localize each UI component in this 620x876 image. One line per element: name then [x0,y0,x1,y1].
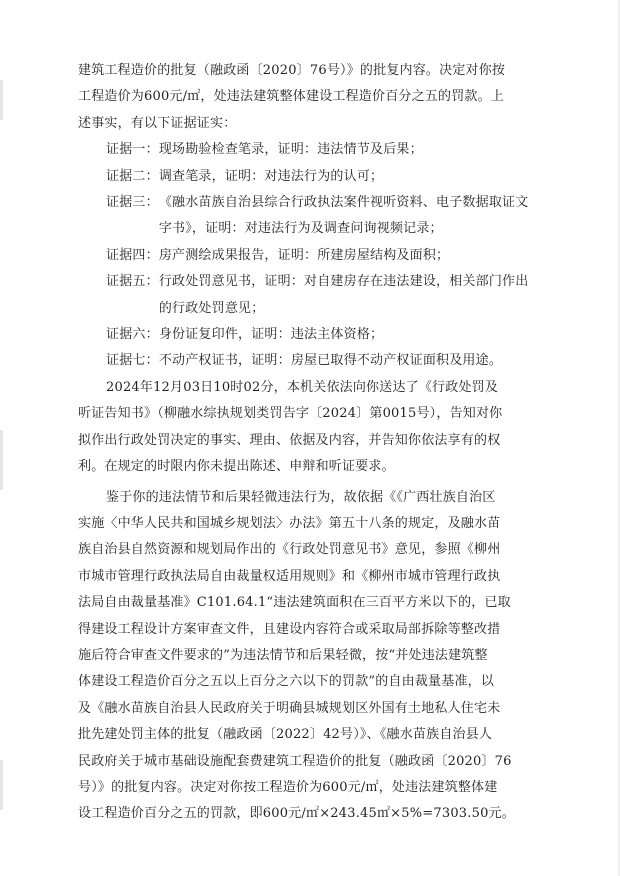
intro-paragraph [78,58,548,137]
text-line: 市城市管理行政执法局自由裁量权适用规则》和《柳州市城市管理行政执 [78,568,501,584]
decision-paragraph [78,485,548,828]
evidence-text: 调查笔录，证明：对违法行为的认可； [158,168,384,184]
document-body [78,58,548,828]
text-line: 述事实，有以下证据证实： [78,115,237,131]
evidence-item-7 [78,348,548,374]
evidence-text: 现场勘验检查笔录，证明：违法情节及后果； [158,142,423,158]
evidence-label: 证据三： [106,195,159,211]
text-line: 施后符合审查文件要求的”为违法情节和后果轻微，按“并处违法建筑整 [78,647,488,663]
text-line: 民政府关于城市基础设施配套费建筑工程造价的批复（融政函〔2020〕76 [78,753,512,769]
scan-edge-mark [0,80,3,120]
text-line: 听证告知书》（柳融水综执规划类罚告字〔2024〕第0015号），告知对你 [78,406,503,422]
text-line: 法局自由裁量基准》C101.64.1“违法建筑面积在三百平方米以下的，已取 [78,595,511,611]
evidence-item-4 [78,243,548,269]
notice-paragraph [78,375,548,481]
text-line: 工程造价为600元/㎡，处违法建筑整体建设工程造价百分之五的罚款。上 [78,89,504,105]
evidence-label: 证据一： [106,142,159,158]
evidence-item-5 [78,269,548,322]
text-line: 建筑工程造价的批复（融政函〔2020〕76号）》的批复内容。决定对你按 [78,63,506,78]
evidence-label: 证据六： [106,327,159,343]
text-line: 利。在规定的时限内你未提出陈述、申辩和听证要求。 [78,459,395,475]
evidence-label: 证据二： [106,168,159,184]
scan-edge-mark [0,760,3,810]
text-line: 族自治县自然资源和规划局作出的《行政处罚意见书》意见，参照《柳州 [78,542,501,558]
text-line: 鉴于你的违法情节和后果轻微违法行为，故依据《《广西壮族自治区 [106,489,496,505]
evidence-text: 身份证复印件，证明：违法主体资格； [158,327,384,343]
text-line: 批先建处罚主体的批复（融政函〔2022〕42号）》、《融水苗族自治县人 [78,727,493,743]
evidence-text: 行政处罚意见书，证明：对自建房存在违法建设，相关部门作出的行政处罚意见； [158,274,529,316]
evidence-label: 证据五： [106,274,159,290]
evidence-list [78,137,548,375]
evidence-text: 房产测绘成果报告，证明：所建房屋结构及面积； [158,247,450,263]
scan-edge-mark [0,430,3,490]
text-line: 设工程造价百分之五的罚款，即600元/㎡×243.45㎡×5%=7303.50元。 [78,806,515,822]
evidence-text: 不动产权证书，证明：房屋已取得不动产权证面积及用途。 [158,353,503,369]
evidence-item-1 [78,137,548,163]
text-line: 实施〈中华人民共和国城乡规划法〉办法》第五十八条的规定，及融水苗 [78,515,501,531]
text-line: 得建设工程设计方案审查文件，且建设内容符合或采取局部拆除等整改措 [78,621,501,637]
text-line: 2024年12月03日10时02分，本机关依法向你送达了《行政处罚及 [106,379,499,395]
evidence-label: 证据四： [106,247,159,263]
text-line: 拟作出行政处罚决定的事实、理由、依据及内容，并告知你依法享有的权 [78,432,501,448]
evidence-label: 证据七： [106,353,159,369]
text-line: 号）》的批复内容。决定对你按工程造价为600元/㎡，处违法建筑整体建 [78,779,498,795]
evidence-item-6 [78,322,548,348]
text-line: 及《融水苗族自治县人民政府关于明确县城规划区外国有土地私人住宅未 [78,700,501,716]
text-line: 体建设工程造价百分之五以上百分之六以下的罚款”的自由裁量基准，以 [78,674,495,690]
evidence-text: 《融水苗族自治县综合行政执法案件视听资料、电子数据取证文字书》，证明：对违法行为及调查问询视频记录； [158,195,529,237]
evidence-item-3 [78,190,548,243]
evidence-item-2 [78,164,548,190]
